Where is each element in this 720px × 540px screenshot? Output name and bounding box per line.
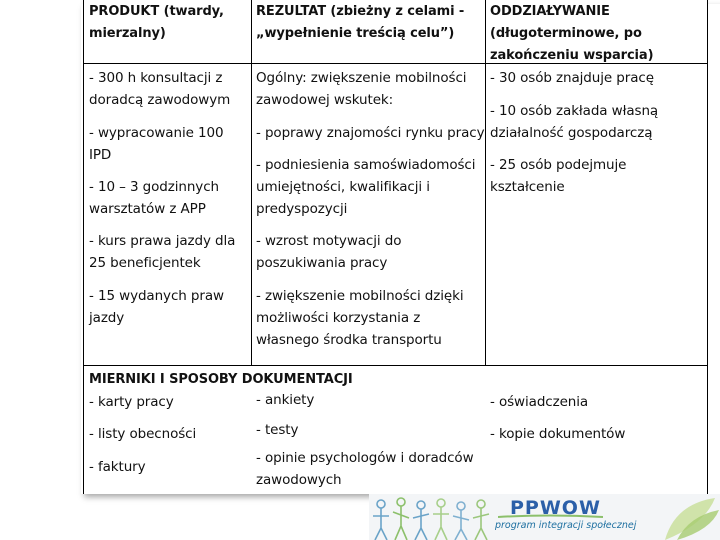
measure-item: - ankiety (256, 392, 315, 408)
logo-name: PPWOW (510, 497, 601, 519)
measure-item: - oświadczenia (490, 394, 589, 410)
result-item: Ogólny: zwiększenie mobilności zawodowej wskutek: (256, 70, 467, 108)
people-figures-icon (369, 494, 499, 540)
measure-item: - faktury (89, 459, 146, 475)
row-divider-measures (83, 365, 707, 366)
product-item: - wypracowanie 100 IPD (89, 125, 224, 163)
leaf-logo-icon (655, 494, 720, 540)
header-product: PRODUKT (twardy, mierzalny) (89, 4, 224, 41)
measure-item: - listy obecności (89, 426, 197, 442)
header-impact: ODDZIAŁYWANIE (długoterminowe, po zakończeniu wsparcia) (490, 4, 654, 63)
measure-item: - testy (256, 422, 299, 438)
product-item: - kurs prawa jazdy dla 25 beneficjentek (89, 233, 236, 271)
impact-item: - 25 osób podejmuje kształcenie (490, 157, 627, 195)
impact-item: - 10 osób zakłada własną działalność gospodarczą (490, 103, 659, 141)
product-item: - 10 – 3 godzinnych warsztatów z APP (89, 179, 219, 217)
measure-item: - opinie psychologów i doradców zawodowych (256, 450, 474, 488)
measure-item: - kopie dokumentów (490, 426, 626, 442)
result-item: - podniesienia samoświadomości umiejętności, kwalifikacji i predyspozycji (256, 157, 476, 217)
column-divider-1 (251, 0, 252, 365)
impact-item: - 30 osób znajduje pracę (490, 70, 654, 86)
result-item: - poprawy znajomości rynku pracy (256, 125, 485, 141)
product-item: - 300 h konsultacji z doradcą zawodowym (89, 70, 231, 108)
measure-item: - karty pracy (89, 394, 174, 410)
result-item: - zwiększenie mobilności dzięki możliwości korzystania z własnego środka transportu (256, 288, 464, 348)
header-result: REZULTAT (zbieżny z celami - „wypełnienie treścią celu”) (256, 4, 465, 41)
measures-title: MIERNIKI I SPOSOBY DOKUMENTACJI (89, 372, 353, 387)
column-divider-2 (485, 0, 486, 365)
logo-subtitle: program integracji społecznej (495, 520, 637, 531)
product-item: - 15 wydanych praw jazdy (89, 288, 224, 326)
result-item: - wzrost motywacji do poszukiwania pracy (256, 233, 402, 271)
